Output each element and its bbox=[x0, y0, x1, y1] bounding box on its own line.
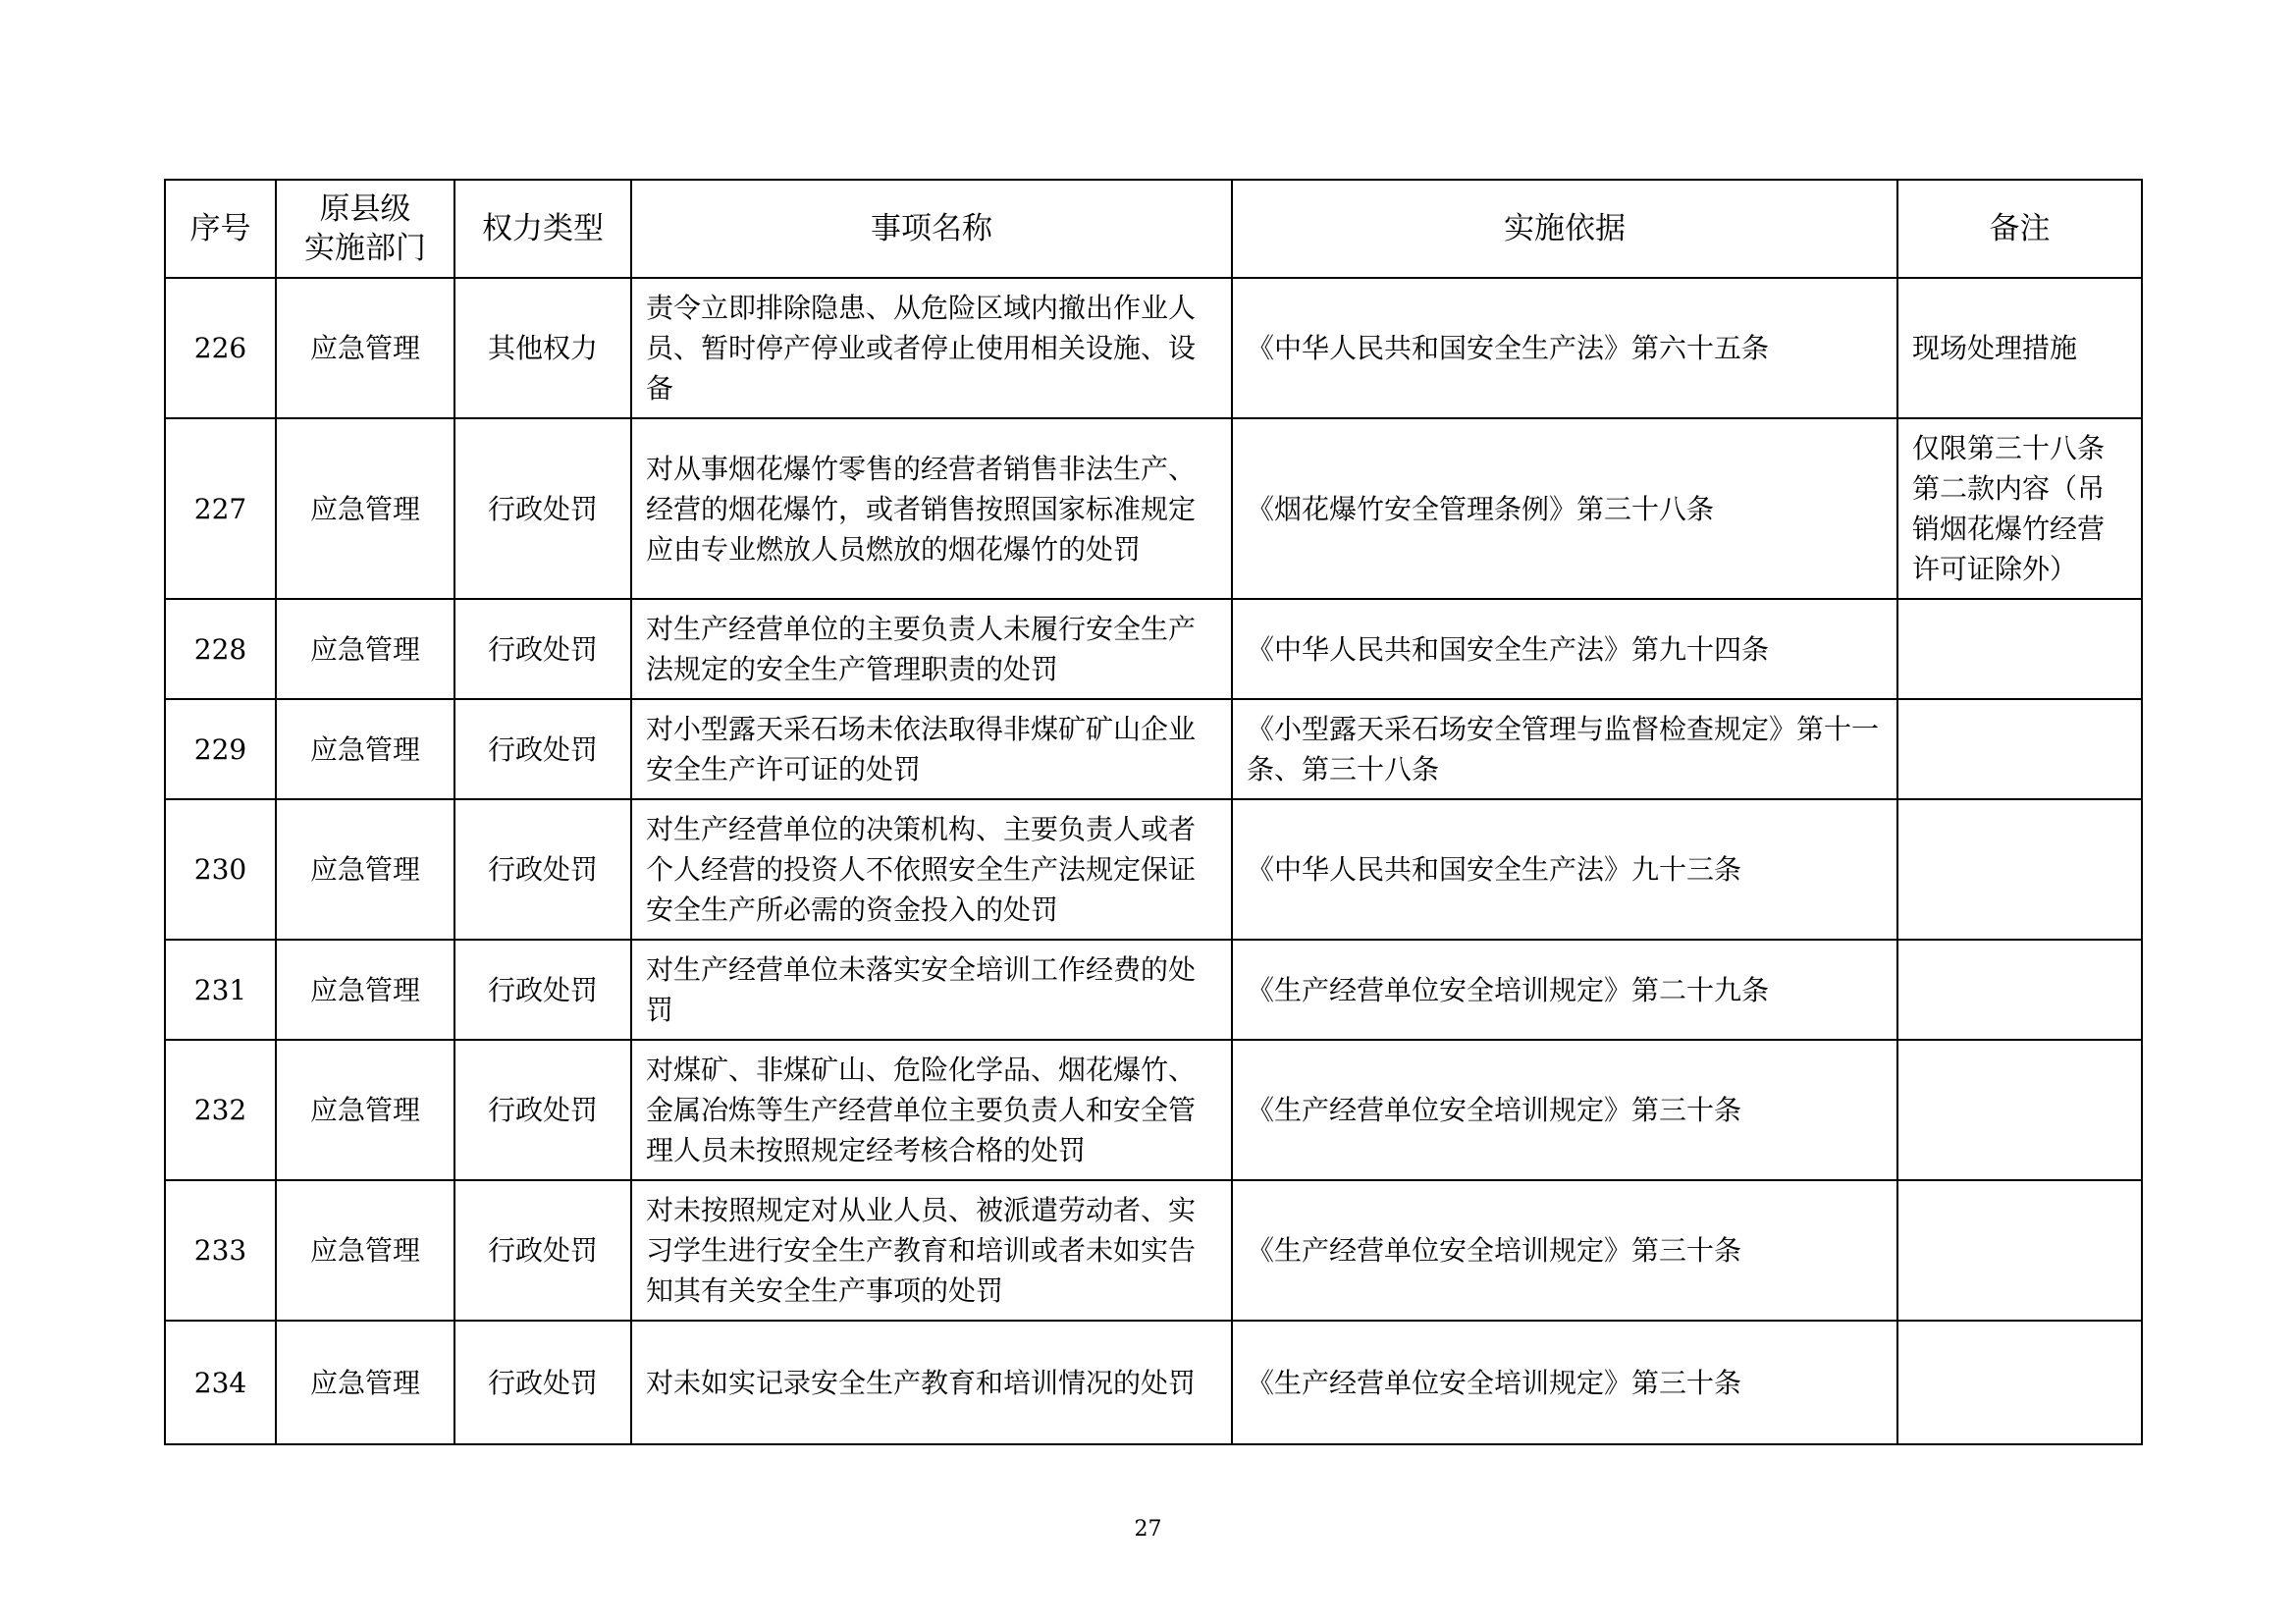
cell-note bbox=[1897, 1321, 2142, 1444]
cell-name: 对未如实记录安全生产教育和培训情况的处罚 bbox=[631, 1321, 1232, 1444]
cell-name: 责令立即排除隐患、从危险区域内撤出作业人员、暂时停产停业或者停止使用相关设施、设备 bbox=[631, 278, 1232, 418]
cell-basis: 《烟花爆竹安全管理条例》第三十八条 bbox=[1232, 418, 1897, 599]
cell-seq: 227 bbox=[165, 418, 276, 599]
cell-type: 其他权力 bbox=[454, 278, 631, 418]
cell-type: 行政处罚 bbox=[454, 1321, 631, 1444]
cell-name: 对从事烟花爆竹零售的经营者销售非法生产、经营的烟花爆竹，或者销售按照国家标准规定应由专业燃放人员燃放的烟花爆竹的处罚 bbox=[631, 418, 1232, 599]
header-dept-line1: 原县级 bbox=[319, 191, 411, 227]
table-row bbox=[165, 1321, 2142, 1444]
table-row bbox=[165, 1040, 2142, 1180]
header-note: 备注 bbox=[1897, 180, 2142, 278]
cell-type: 行政处罚 bbox=[454, 940, 631, 1040]
cell-basis: 《生产经营单位安全培训规定》第三十条 bbox=[1232, 1180, 1897, 1321]
cell-type: 行政处罚 bbox=[454, 599, 631, 699]
cell-basis: 《中华人民共和国安全生产法》第九十四条 bbox=[1232, 599, 1897, 699]
cell-dept: 应急管理 bbox=[276, 1180, 454, 1321]
table-row bbox=[165, 799, 2142, 940]
header-dept-line2: 实施部门 bbox=[304, 231, 426, 266]
cell-seq: 233 bbox=[165, 1180, 276, 1321]
table-header-row bbox=[165, 180, 2142, 278]
header-dept bbox=[276, 180, 454, 278]
cell-seq: 226 bbox=[165, 278, 276, 418]
cell-name: 对煤矿、非煤矿山、危险化学品、烟花爆竹、金属冶炼等生产经营单位主要负责人和安全管理人员未按照规定经考核合格的处罚 bbox=[631, 1040, 1232, 1180]
cell-basis: 《生产经营单位安全培训规定》第三十条 bbox=[1232, 1321, 1897, 1444]
table-row bbox=[165, 278, 2142, 418]
cell-seq: 229 bbox=[165, 699, 276, 799]
cell-note bbox=[1897, 799, 2142, 940]
cell-basis: 《中华人民共和国安全生产法》九十三条 bbox=[1232, 799, 1897, 940]
cell-dept: 应急管理 bbox=[276, 1040, 454, 1180]
header-name: 事项名称 bbox=[631, 180, 1232, 278]
table-row bbox=[165, 699, 2142, 799]
header-seq: 序号 bbox=[165, 180, 276, 278]
cell-dept: 应急管理 bbox=[276, 699, 454, 799]
cell-note bbox=[1897, 940, 2142, 1040]
cell-note bbox=[1897, 1180, 2142, 1321]
cell-dept: 应急管理 bbox=[276, 599, 454, 699]
cell-basis: 《生产经营单位安全培训规定》第三十条 bbox=[1232, 1040, 1897, 1180]
cell-seq: 234 bbox=[165, 1321, 276, 1444]
table-row bbox=[165, 1180, 2142, 1321]
table-row bbox=[165, 940, 2142, 1040]
cell-seq: 230 bbox=[165, 799, 276, 940]
cell-note bbox=[1897, 599, 2142, 699]
cell-name: 对未按照规定对从业人员、被派遣劳动者、实习学生进行安全生产教育和培训或者未如实告知其有关安全生产事项的处罚 bbox=[631, 1180, 1232, 1321]
cell-note bbox=[1897, 1040, 2142, 1180]
cell-name: 对生产经营单位的主要负责人未履行安全生产法规定的安全生产管理职责的处罚 bbox=[631, 599, 1232, 699]
cell-dept: 应急管理 bbox=[276, 278, 454, 418]
cell-note bbox=[1897, 699, 2142, 799]
cell-dept: 应急管理 bbox=[276, 418, 454, 599]
cell-type: 行政处罚 bbox=[454, 1040, 631, 1180]
cell-dept: 应急管理 bbox=[276, 940, 454, 1040]
header-type: 权力类型 bbox=[454, 180, 631, 278]
cell-dept: 应急管理 bbox=[276, 1321, 454, 1444]
cell-seq: 231 bbox=[165, 940, 276, 1040]
table-row bbox=[165, 418, 2142, 599]
cell-name: 对生产经营单位的决策机构、主要负责人或者个人经营的投资人不依照安全生产法规定保证安全生产所必需的资金投入的处罚 bbox=[631, 799, 1232, 940]
cell-type: 行政处罚 bbox=[454, 1180, 631, 1321]
cell-basis: 《小型露天采石场安全管理与监督检查规定》第十一条、第三十八条 bbox=[1232, 699, 1897, 799]
cell-dept: 应急管理 bbox=[276, 799, 454, 940]
power-list-table bbox=[164, 179, 2143, 1445]
table-row bbox=[165, 599, 2142, 699]
cell-seq: 232 bbox=[165, 1040, 276, 1180]
header-basis: 实施依据 bbox=[1232, 180, 1897, 278]
cell-type: 行政处罚 bbox=[454, 418, 631, 599]
cell-basis: 《中华人民共和国安全生产法》第六十五条 bbox=[1232, 278, 1897, 418]
cell-type: 行政处罚 bbox=[454, 799, 631, 940]
cell-type: 行政处罚 bbox=[454, 699, 631, 799]
page-number: 27 bbox=[1134, 1517, 1162, 1542]
cell-name: 对小型露天采石场未依法取得非煤矿矿山企业安全生产许可证的处罚 bbox=[631, 699, 1232, 799]
cell-note: 仅限第三十八条第二款内容（吊销烟花爆竹经营许可证除外） bbox=[1897, 418, 2142, 599]
cell-basis: 《生产经营单位安全培训规定》第二十九条 bbox=[1232, 940, 1897, 1040]
cell-note: 现场处理措施 bbox=[1897, 278, 2142, 418]
cell-name: 对生产经营单位未落实安全培训工作经费的处罚 bbox=[631, 940, 1232, 1040]
cell-seq: 228 bbox=[165, 599, 276, 699]
